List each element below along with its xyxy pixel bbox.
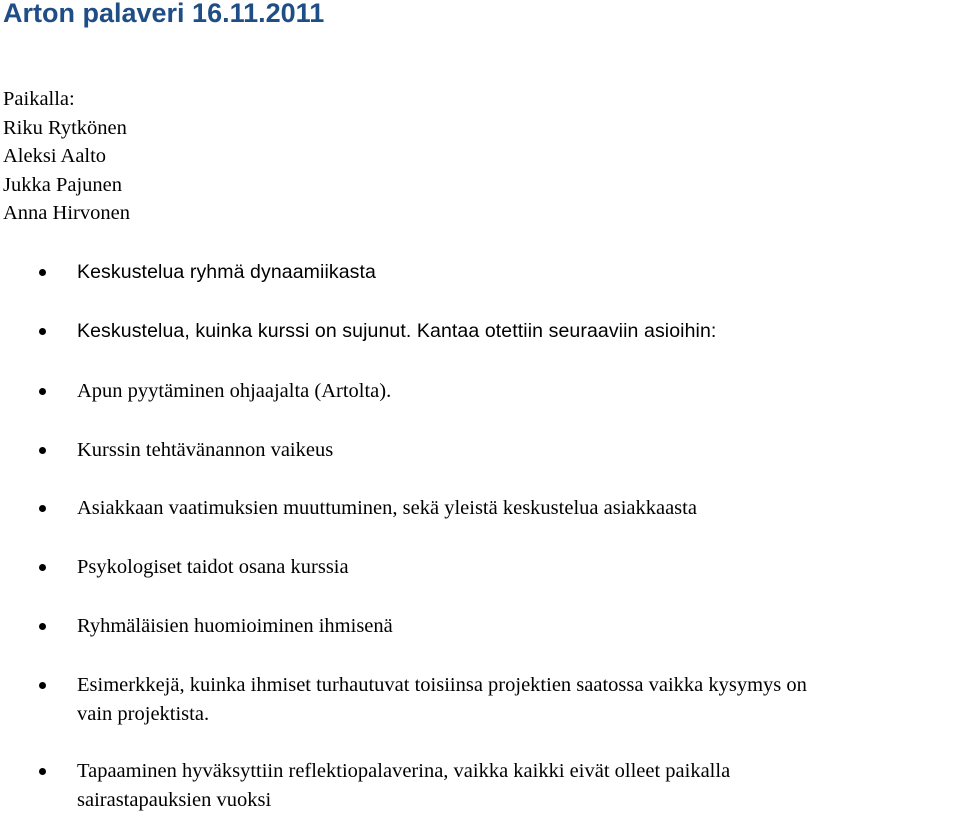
bullet-text: Apun pyytäminen ohjaajalta (Artolta). bbox=[77, 380, 392, 402]
attendee-name: Jukka Pajunen bbox=[3, 173, 122, 196]
attendee-name: Riku Rytkönen bbox=[3, 116, 127, 139]
bullet-dot-icon bbox=[39, 388, 46, 395]
bullet-text: Ryhmäläisien huomioiminen ihmisenä bbox=[77, 615, 393, 637]
bullet-text: Asiakkaan vaatimuksien muuttuminen, sekä yleistä keskustelua asiakkaasta bbox=[77, 497, 697, 519]
bullet-text bbox=[77, 671, 960, 728]
bullet-dot-icon bbox=[39, 682, 46, 689]
attendees-block bbox=[3, 85, 130, 228]
bullet-text-line: Esimerkkejä, kuinka ihmiset turhautuvat toisiinsa projektien saatossa vaikka kysymys on bbox=[77, 674, 807, 696]
bullet-text: Psykologiset taidot osana kurssia bbox=[77, 556, 349, 578]
bullet-dot-icon bbox=[39, 768, 46, 775]
attendee-name: Aleksi Aalto bbox=[3, 145, 107, 167]
bullet-text: Keskustelua ryhmä dynaamiikasta bbox=[77, 261, 376, 283]
bullet-text-line: Tapaaminen hyväksyttiin reflektiopalaverina, vaikka kaikki eivät olleet paikalla bbox=[77, 760, 731, 782]
bullet-text-line: vain projektista. bbox=[77, 702, 210, 725]
bullet-dot-icon bbox=[39, 447, 46, 454]
bullet-dot-icon bbox=[39, 505, 46, 512]
document-title: Arton palaveri 16.11.2011 bbox=[3, 0, 325, 28]
bullet-text-line: sairastapauksien vuoksi bbox=[77, 788, 272, 811]
attendees-label: Paikalla: bbox=[3, 88, 75, 110]
bullet-dot-icon bbox=[39, 328, 46, 335]
bullet-dot-icon bbox=[39, 623, 46, 630]
attendee-name: Anna Hirvonen bbox=[3, 202, 130, 224]
bullet-dot-icon bbox=[39, 269, 46, 276]
bullet-text: Keskustelua, kuinka kurssi on sujunut. Kantaa otettiin seuraaviin asioihin: bbox=[77, 320, 717, 342]
bullet-text: Kurssin tehtävänannon vaikeus bbox=[77, 439, 334, 461]
bullet-text bbox=[77, 757, 960, 814]
bullet-dot-icon bbox=[39, 564, 46, 571]
